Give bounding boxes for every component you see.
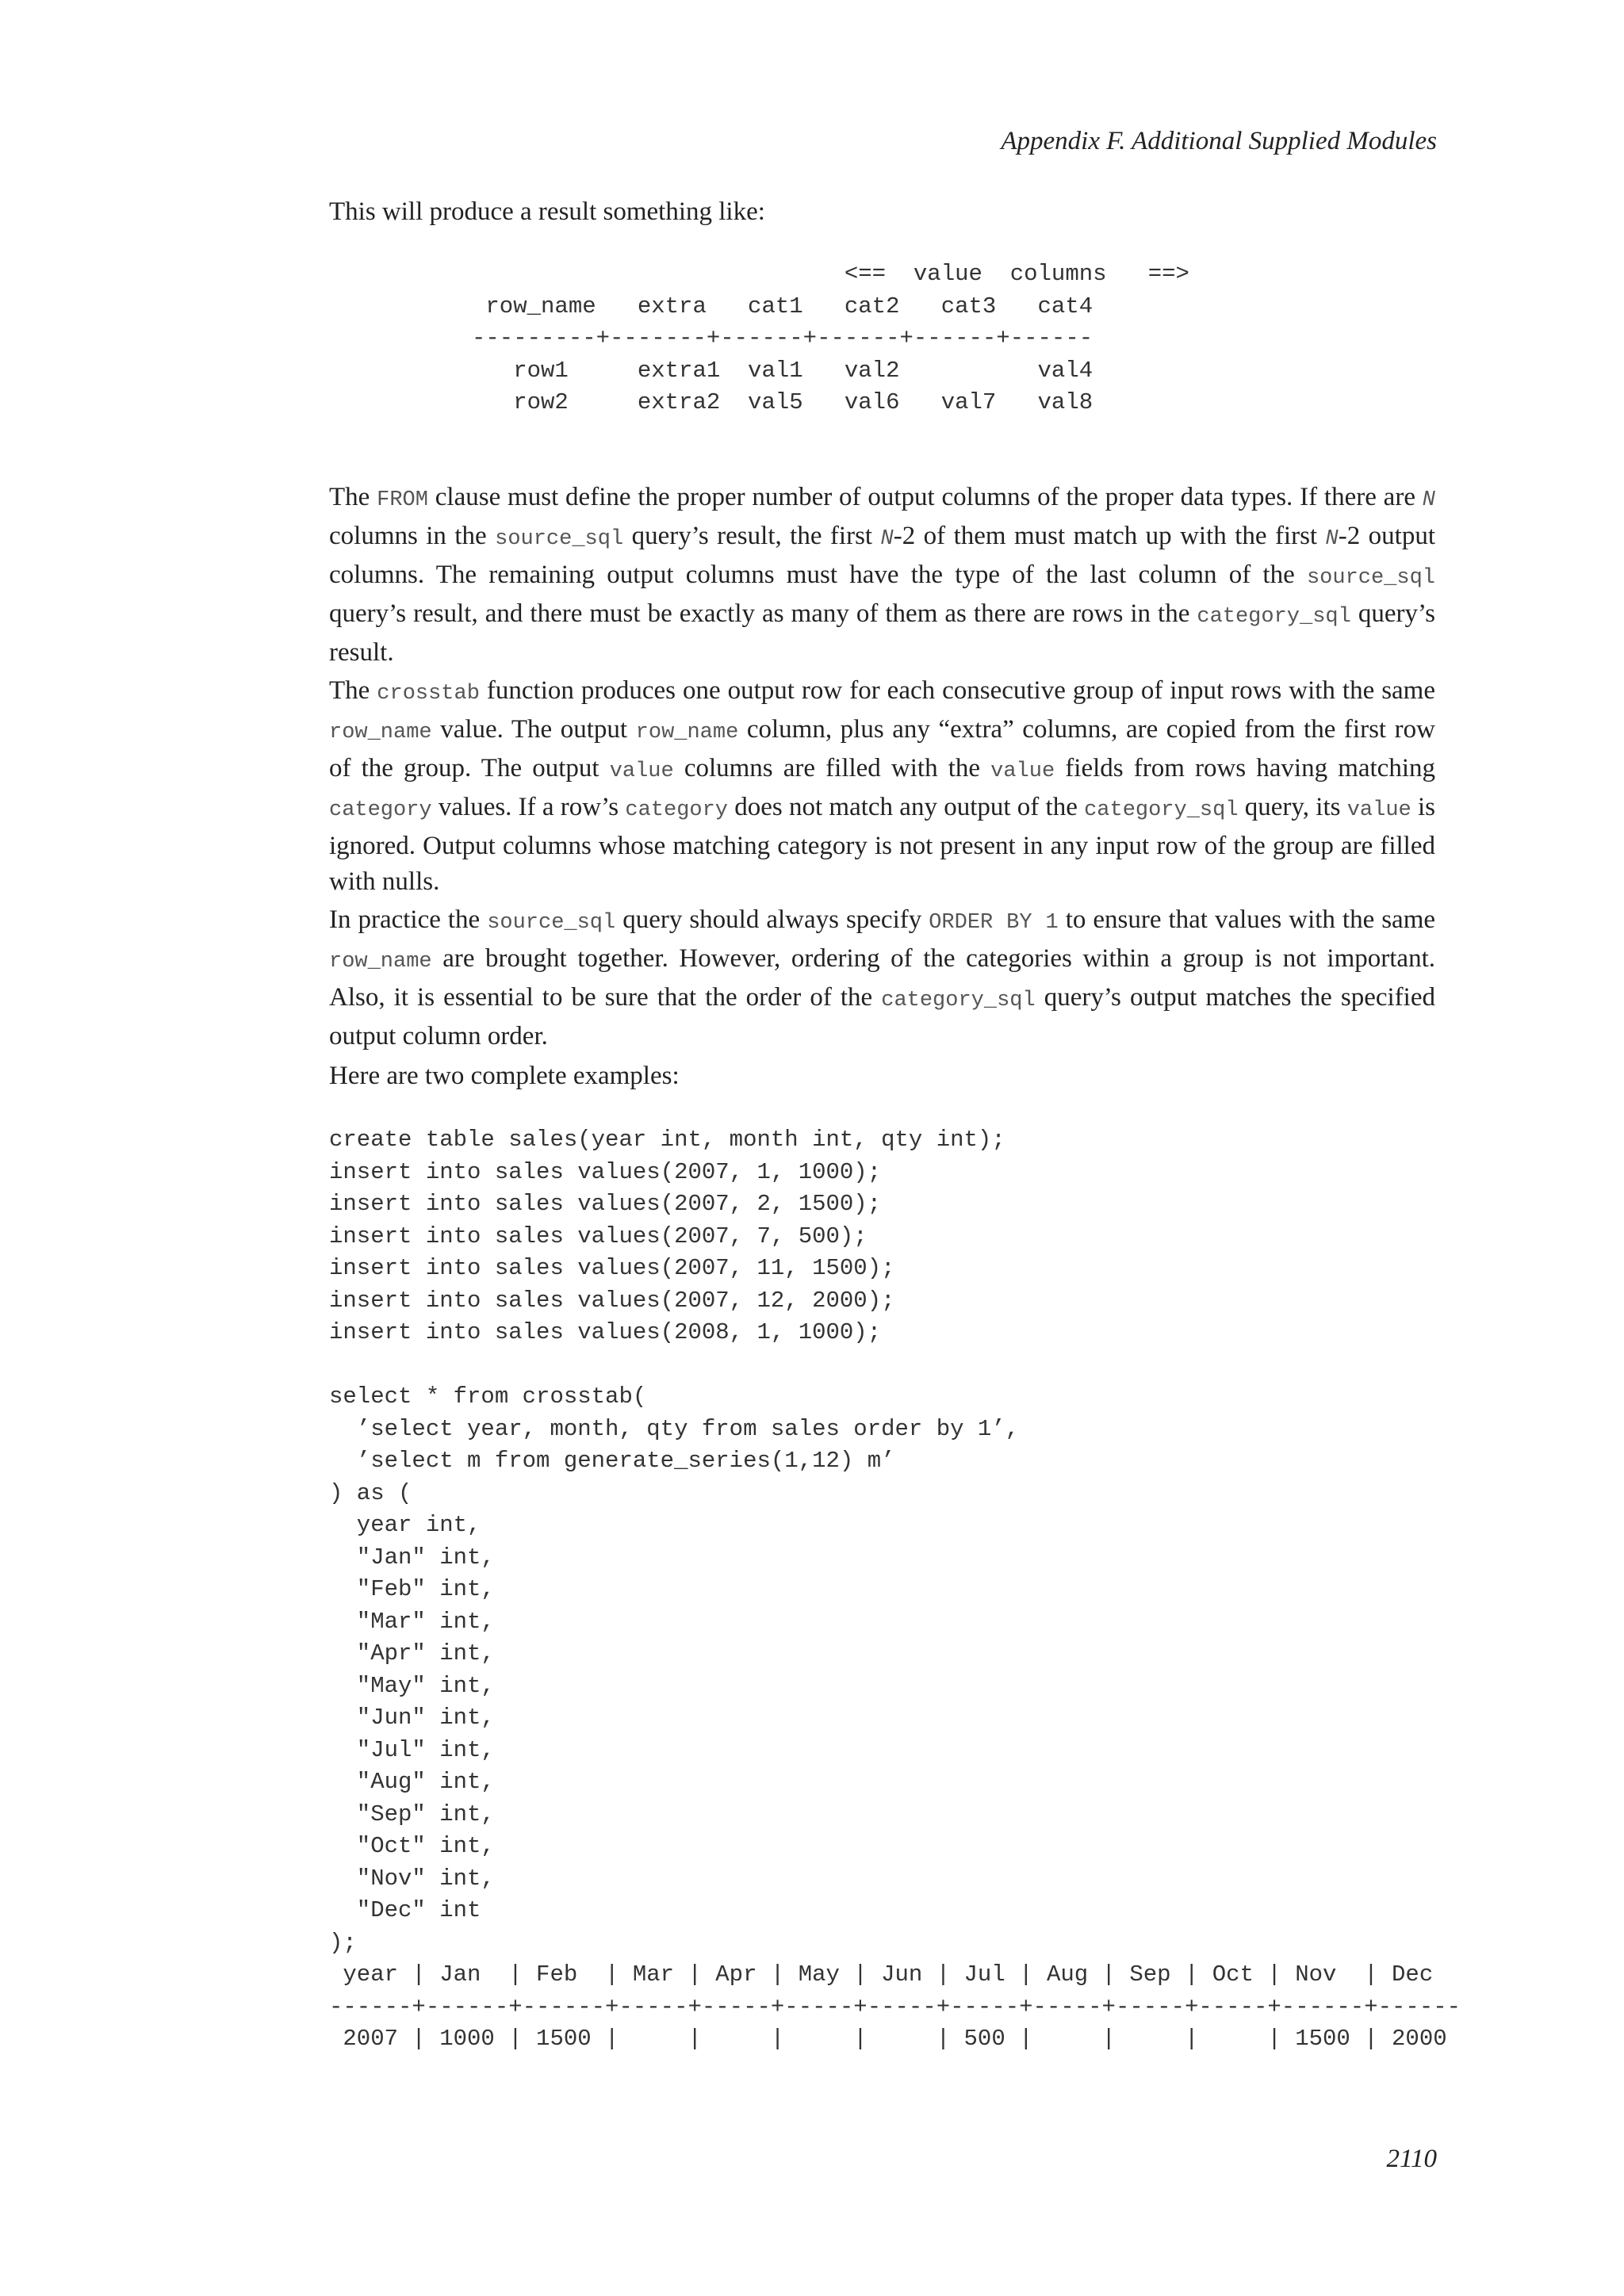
- code-line: insert into sales values(2007, 1, 1000);: [329, 1158, 882, 1185]
- code-example-block: [329, 1124, 1461, 2056]
- code-line: "Jul" int,: [329, 1736, 495, 1763]
- code-line: insert into sales values(2008, 1, 1000);: [329, 1319, 882, 1345]
- code-line: "Jun" int,: [329, 1705, 495, 1731]
- code-line: insert into sales values(2007, 12, 2000);: [329, 1287, 895, 1314]
- result-line: row_name extra cat1 cat2 cat3 cat4: [472, 293, 1094, 320]
- intro-paragraph: This will produce a result something like:: [329, 197, 765, 226]
- code-line: );: [329, 1929, 357, 1956]
- result-line: row2 extra2 val5 val6 val7 val8: [472, 389, 1094, 415]
- code-line: "Jan" int,: [329, 1544, 495, 1571]
- paragraph-crosstab-function: The crosstab function produces one output row for each consecutive group of input rows with the same row_name value. The output row_name column, plus any “extra” columns, are copied from the first row of the group. The output value columns are filled with the value fields from rows having matching category values. If a row’s category does not match any output of the category_sql query, its value is ignored. Output columns whose matching category is not present in any input row of the group are filled with nulls.: [329, 676, 1436, 896]
- result-line: ---------+-------+------+------+------+------: [472, 325, 1094, 351]
- result-header-line: year | Jan | Feb | Mar | Apr | May | Jun | Jul | Aug | Sep | Oct | Nov | Dec: [329, 1961, 1434, 1988]
- code-line: "Dec" int: [329, 1897, 481, 1923]
- page-number: 2110: [1386, 2145, 1437, 2173]
- code-line: "Feb" int,: [329, 1576, 495, 1602]
- result-line: row1 extra1 val1 val2 val4: [472, 357, 1094, 384]
- code-line: year int,: [329, 1512, 481, 1538]
- code-line: create table sales(year int, month int, qty int);: [329, 1127, 1005, 1153]
- code-line: insert into sales values(2007, 11, 1500);: [329, 1255, 895, 1281]
- code-line: insert into sales values(2007, 2, 1500);: [329, 1191, 882, 1217]
- result-row-line: 2007 | 1000 | 1500 | | | | | 500 | | | | 1500 | 2000: [329, 2026, 1447, 2052]
- code-line: ) as (: [329, 1479, 412, 1506]
- code-line: "Mar" int,: [329, 1608, 495, 1635]
- code-line: "Oct" int,: [329, 1833, 495, 1859]
- result-line: <== value columns ==>: [472, 261, 1189, 287]
- code-line: ’select year, month, qty from sales order by 1’,: [329, 1415, 1020, 1442]
- result-separator-line: ------+------+------+-----+-----+-----+-----+-----+-----+-----+-----+------+------: [329, 1993, 1461, 2020]
- code-line: ’select m from generate_series(1,12) m’: [329, 1448, 895, 1474]
- code-line: "Sep" int,: [329, 1800, 495, 1827]
- paragraph-from-clause: The FROM clause must define the proper number of output columns of the proper data types. If there are N columns in the source_sql query’s result, the first N-2 of them must match up with the first N-2 output columns. The remaining output columns must have the type of the last column of the source_sql query’s result, and there must be exactly as many of them as there are rows in the category_sql query’s result.: [329, 483, 1436, 667]
- running-header: Appendix F. Additional Supplied Modules: [1001, 127, 1437, 155]
- paragraph-ordering: In practice the source_sql query should always specify ORDER BY 1 to ensure that values with the same row_name are brought together. However, ordering of the categories within a group is not important. Also, it is essential to be sure that the order of the category_sql query’s output matches the specified output column order.: [329, 905, 1436, 1050]
- code-line: select * from crosstab(: [329, 1383, 647, 1410]
- code-line: "May" int,: [329, 1672, 495, 1699]
- code-line: "Apr" int,: [329, 1640, 495, 1667]
- examples-intro: Here are two complete examples:: [329, 1062, 680, 1090]
- code-line: "Nov" int,: [329, 1865, 495, 1892]
- code-line: "Aug" int,: [329, 1769, 495, 1795]
- result-sample-block: [472, 258, 1189, 419]
- code-line: insert into sales values(2007, 7, 500);: [329, 1223, 868, 1249]
